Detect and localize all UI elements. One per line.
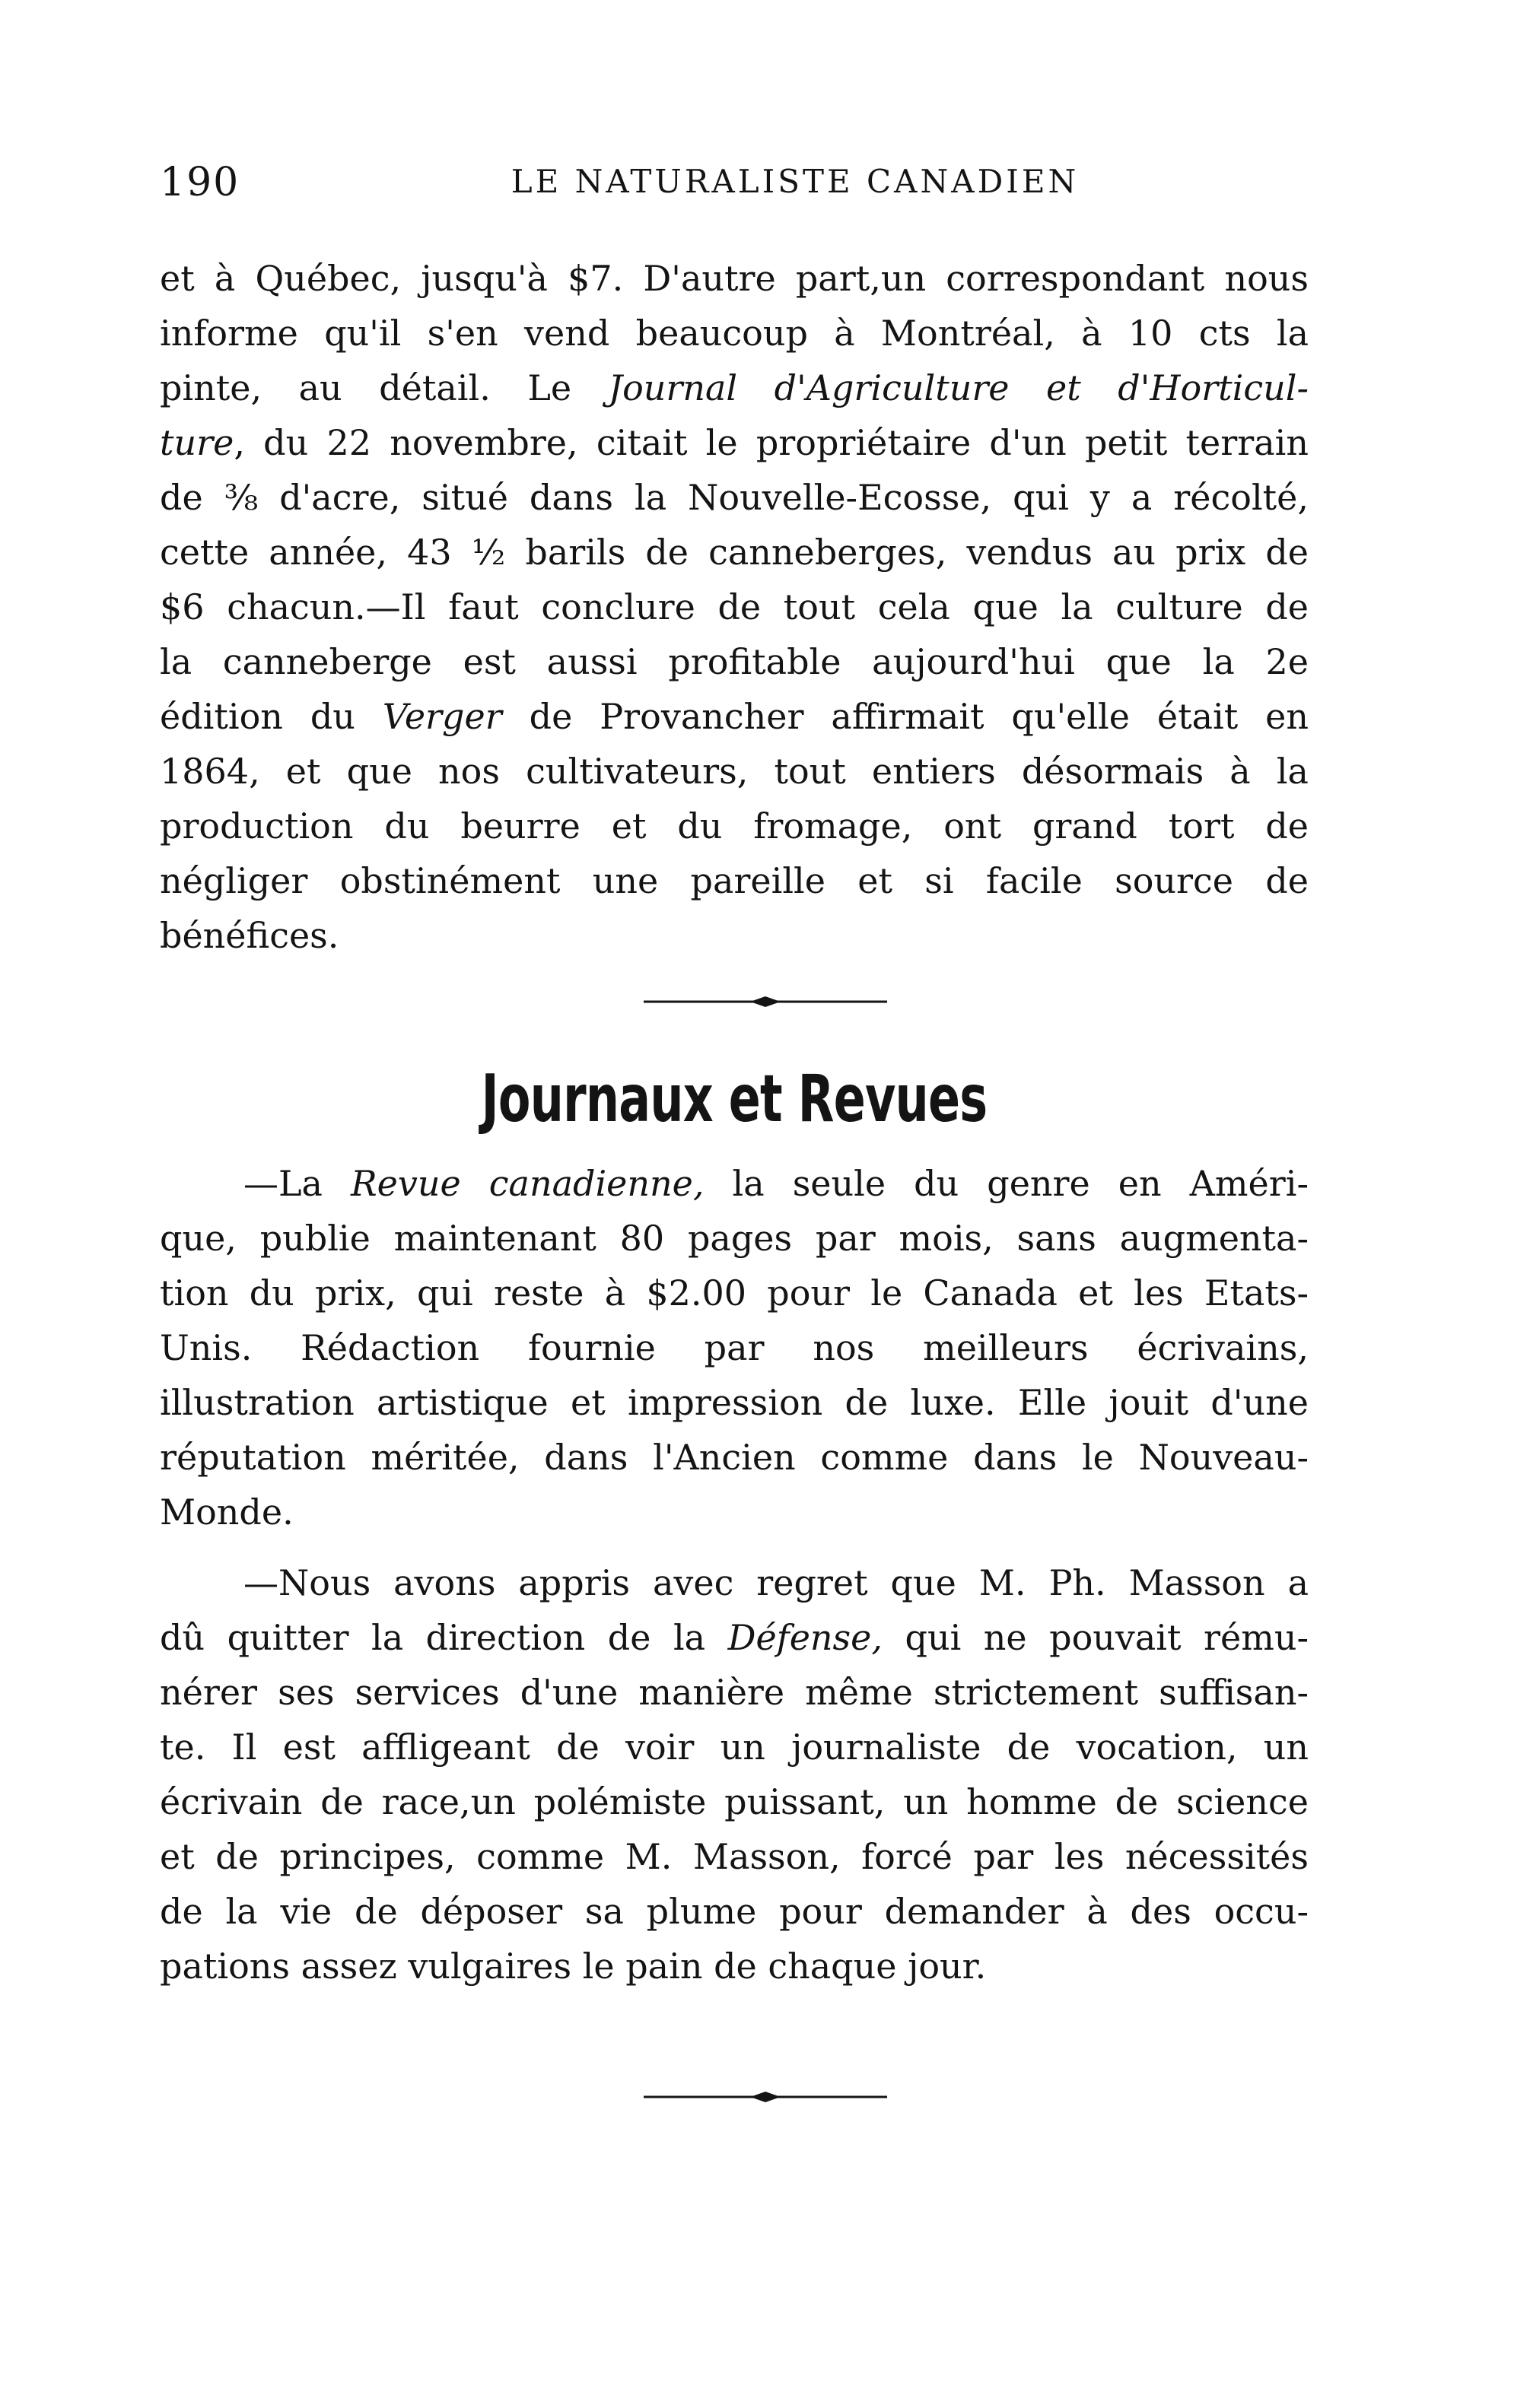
text-line: $6 chacun.—Il faut conclure de tout cela que la culture de: [160, 586, 1309, 627]
text-line: bénéfices.: [160, 915, 339, 956]
text-line: de ⅜ d'acre, situé dans la Nouvelle-Ecosse, qui y a récolté,: [160, 477, 1309, 518]
journal-title-italic: Journal d'Agriculture et d'Horticul-: [608, 367, 1309, 408]
text-line: informe qu'il s'en vend beaucoup à Montréal, à 10 cts la: [160, 313, 1309, 354]
running-title: LE NATURALISTE CANADIEN: [511, 163, 1080, 200]
text-line: illustration artistique et impression de luxe. Elle jouit d'une: [160, 1382, 1309, 1423]
text-line: et à Québec, jusqu'à $7. D'autre part,un correspondant nous: [160, 258, 1309, 299]
text-line: négliger obstinément une pareille et si facile source de: [160, 860, 1309, 901]
text-line: tion du prix, qui reste à $2.00 pour le Canada et les Etats-: [160, 1272, 1309, 1314]
text-line: Monde.: [160, 1491, 294, 1533]
page-number: 190: [160, 160, 240, 205]
text-line: dû quitter la direction de la Défense, qui ne pouvait rému-: [160, 1617, 1309, 1658]
section-title: Journaux et Revues: [481, 1061, 988, 1137]
text-line: —La Revue canadienne, la seule du genre en Améri-: [243, 1163, 1309, 1204]
end-ornament-icon: [636, 2088, 895, 2106]
text-line: de la vie de déposer sa plume pour demander à des occu-: [160, 1891, 1309, 1932]
text-line: édition du Verger de Provancher affirmait qu'elle était en: [160, 696, 1309, 737]
text-line: la canneberge est aussi profitable aujourd'hui que la 2e: [160, 641, 1309, 682]
running-head: [160, 160, 1309, 213]
separator-ornament-icon: [636, 993, 895, 1011]
text-line: nérer ses services d'une manière même strictement suffisan-: [160, 1672, 1309, 1713]
text-line: ture, du 22 novembre, citait le propriétaire d'un petit terrain: [160, 422, 1309, 463]
text-line: que, publie maintenant 80 pages par mois, sans augmenta-: [160, 1218, 1309, 1259]
defense-title-italic: Défense,: [727, 1617, 883, 1658]
text-line: et de principes, comme M. Masson, forcé par les nécessités: [160, 1836, 1309, 1877]
text-line: réputation méritée, dans l'Ancien comme dans le Nouveau-: [160, 1437, 1309, 1478]
paragraph-revue-canadienne: [160, 1156, 1309, 1539]
text-line: —Nous avons appris avec regret que M. Ph. Masson a: [243, 1562, 1309, 1603]
text-line: production du beurre et du fromage, ont grand tort de: [160, 805, 1309, 847]
paragraph-masson: [160, 1555, 1309, 1993]
text-line: te. Il est affligeant de voir un journaliste de vocation, un: [160, 1727, 1309, 1768]
text-line: cette année, 43 ½ barils de canneberges, vendus au prix de: [160, 532, 1309, 573]
paragraph-cranberry: [160, 251, 1309, 963]
text-line: 1864, et que nos cultivateurs, tout entiers désormais à la: [160, 751, 1309, 792]
text-line: Unis. Rédaction fournie par nos meilleurs écrivains,: [160, 1327, 1309, 1368]
journal-title-italic-cont: ture: [160, 422, 234, 463]
verger-title-italic: Verger: [382, 696, 502, 737]
text-line: pinte, au détail. Le Journal d'Agriculture et d'Horticul-: [160, 367, 1309, 408]
text-line: écrivain de race,un polémiste puissant, un homme de science: [160, 1781, 1309, 1822]
text-line: pations assez vulgaires le pain de chaque jour.: [160, 1946, 987, 1987]
revue-title-italic: Revue canadienne,: [351, 1163, 705, 1204]
